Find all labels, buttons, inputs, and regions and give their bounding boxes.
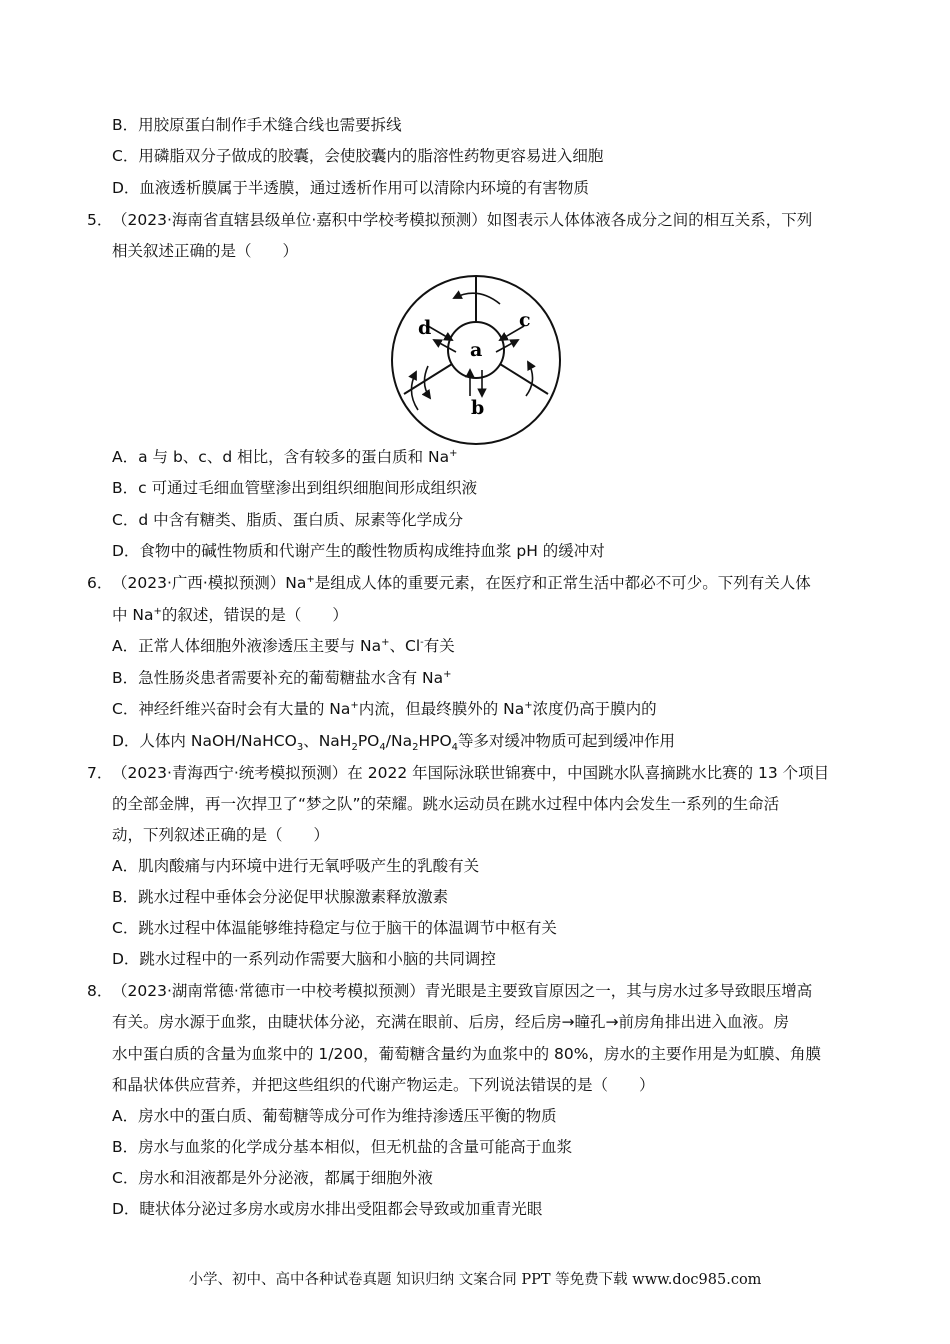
label-a: a (470, 339, 483, 361)
q5-stem-line1 (87, 209, 812, 231)
q6-option-b: B．急性肠炎患者需要补充的葡萄糖盐水含有 Na+ (112, 668, 452, 687)
q5-number: 5． (87, 211, 113, 229)
q8-option-a: A．房水中的蛋白质、葡萄糖等成分可作为维持渗透压平衡的物质 (112, 1107, 557, 1125)
q8-option-b: B．房水与血浆的化学成分基本相似，但无机盐的含量可能高于血浆 (112, 1138, 573, 1156)
q6-number: 6． (87, 574, 113, 592)
q8-option-c: C．房水和泪液都是外分泌液，都属于细胞外液 (112, 1169, 433, 1187)
arrow-right-up (526, 362, 533, 396)
q8-stem-line4: 和晶状体供应营养，并把这些组织的代谢产物运走。下列说法错误的是（ ） (112, 1076, 655, 1094)
q5-option-d: D．食物中的碱性物质和代谢产生的酸性物质构成维持血浆 pH 的缓冲对 (112, 542, 605, 560)
q8-number: 8． (87, 982, 113, 1000)
q7-option-b: B．跳水过程中垂体会分泌促甲状腺激素释放激素 (112, 888, 449, 906)
q6-option-a: A．正常人体细胞外液渗透压主要与 Na+、Cl-有关 (112, 636, 455, 655)
label-c: c (519, 309, 531, 331)
q5-option-c: C．d 中含有糖类、脂质、蛋白质、尿素等化学成分 (112, 511, 464, 529)
q5-stem-text: （2023·海南省直辖县级单位·嘉积中学校考模拟预测）如图表示人体体液各成分之间的相互关系，下列 (112, 211, 813, 229)
divider-right (500, 364, 548, 394)
q4-option-c: C．用磷脂双分子做成的胶囊，会使胶囊内的脂溶性药物更容易进入细胞 (112, 147, 604, 165)
q5-option-b: B．c 可通过毛细血管壁渗出到组织细胞间形成组织液 (112, 479, 478, 497)
label-b: b (471, 397, 485, 419)
arrow-a-to-c (496, 340, 518, 352)
arrow-left-down (424, 366, 430, 398)
body-fluid-diagram (388, 272, 564, 448)
q8-option-d: D．睫状体分泌过多房水或房水排出受阻都会导致或加重青光眼 (112, 1200, 543, 1218)
arrow-left-up (411, 372, 418, 410)
q6-stem-line2: 中 Na+的叙述，错误的是（ ） (112, 605, 348, 624)
q5-stem-line2: 相关叙述正确的是（ ） (112, 242, 299, 260)
q6-option-d: D．人体内 NaOH/NaHCO$_3$、$NaH_2PO_4/Na_2HPO_4$等多对缓冲物质可起到缓冲作用 (112, 732, 676, 754)
q8-stem-line3: 水中蛋白质的含量为血浆中的 1/200，葡萄糖含量约为血浆中的 80%，房水的主要作用是为虹膜、角膜 (112, 1045, 821, 1063)
arrow-a-to-d (434, 340, 456, 352)
q4-option-b: B．用胶原蛋白制作手术缝合线也需要拆线 (112, 116, 402, 134)
q7-stem-line2: 的全部金牌，再一次捍卫了“梦之队”的荣耀。跳水运动员在跳水过程中体内会发生一系列的生命活 (112, 795, 780, 813)
q7-number: 7． (87, 764, 113, 782)
q8-stem-line2: 有关。房水源于血浆，由睫状体分泌，充满在眼前、后房，经后房→瞳孔→前房角排出进入血液。房 (112, 1013, 789, 1031)
page-footer: 小学、初中、高中各种试卷真题 知识归纳 文案合同 PPT 等免费下载 www.doc985.com (188, 1272, 762, 1288)
q5-option-a: A．a 与 b、c、d 相比，含有较多的蛋白质和 Na+ (112, 447, 458, 466)
q8-stem-line1: 8．（2023·湖南常德·常德市一中校考模拟预测）青光眼是主要致盲原因之一，其与房水过多导致眼压增高 (87, 982, 813, 1000)
q6-option-c: C．神经纤维兴奋时会有大量的 Na+内流，但最终膜外的 Na+浓度仍高于膜内的 (112, 699, 657, 718)
q7-option-d: D．跳水过程中的一系列动作需要大脑和小脑的共同调控 (112, 950, 496, 968)
q6-stem-line1: 6．（2023·广西·模拟预测）Na+是组成人体的重要元素，在医疗和正常生活中都必不可少。下列有关人体 (87, 573, 811, 592)
q7-option-a: A．肌肉酸痛与内环境中进行无氧呼吸产生的乳酸有关 (112, 857, 480, 875)
q7-option-c: C．跳水过程中体温能够维持稳定与位于脑干的体温调节中枢有关 (112, 919, 557, 937)
q7-stem-line1: 7．（2023·青海西宁·统考模拟预测）在 2022 年国际泳联世锦赛中，中国跳水队喜摘跳水比赛的 13 个项目 (87, 764, 830, 782)
q4-option-d: D．血液透析膜属于半透膜，通过透析作用可以清除内环境的有害物质 (112, 179, 589, 197)
q7-stem-line3: 动，下列叙述正确的是（ ） (112, 826, 330, 844)
label-d: d (418, 317, 432, 339)
arrow-d-to-a (428, 326, 452, 340)
